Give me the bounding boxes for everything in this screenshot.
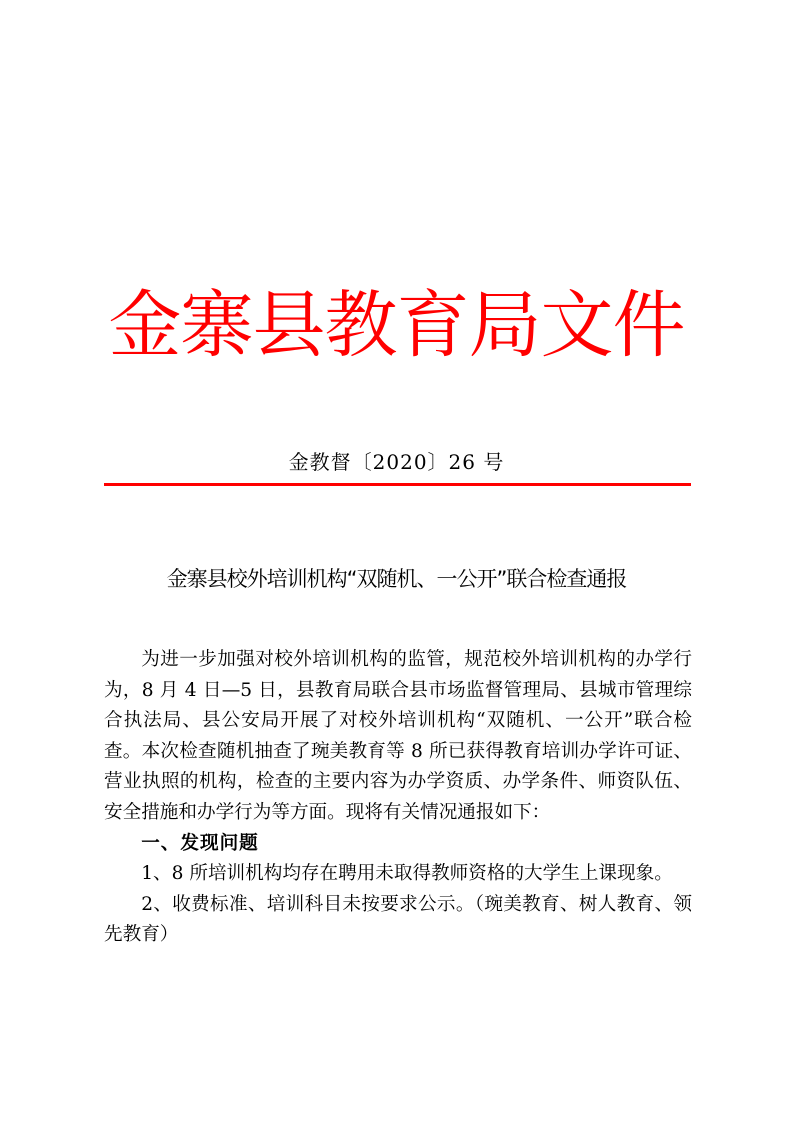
list-item: 1、8 所培训机构均存在聘用未取得教师资格的大学生上课现象。 (141, 863, 673, 885)
list-item: 2、收费标准、培训科目未按要求公示。（琬美教育、树人教育、领先教育） (104, 893, 692, 946)
section-heading: 一、发现问题 (141, 832, 259, 854)
body-text (104, 645, 692, 951)
intro-paragraph: 为进一步加强对校外培训机构的监管，规范校外培训机构的办学行为，8 月 4 日—5 日，县教育局联合县市场监督管理局、县城市管理综合执法局、县公安局开展了对校外培训机构“双随机、一公开”联合检查。本次检查随机抽查了琬美教育等 8 所已获得教育培训办学许可证、营业执照的机构，检查的主要内容为办学资质、办学条件、师资队伍、安全措施和办学行为等方面。现将有关情况通报如下： (104, 649, 692, 823)
document-number: 金教督〔2020〕26 号 (288, 450, 505, 474)
document-header-title: 金寨县教育局文件 (108, 283, 685, 368)
red-divider-line (104, 483, 691, 486)
notice-title: 金寨县校外培训机构“双随机、一公开”联合检查通报 (166, 567, 627, 591)
